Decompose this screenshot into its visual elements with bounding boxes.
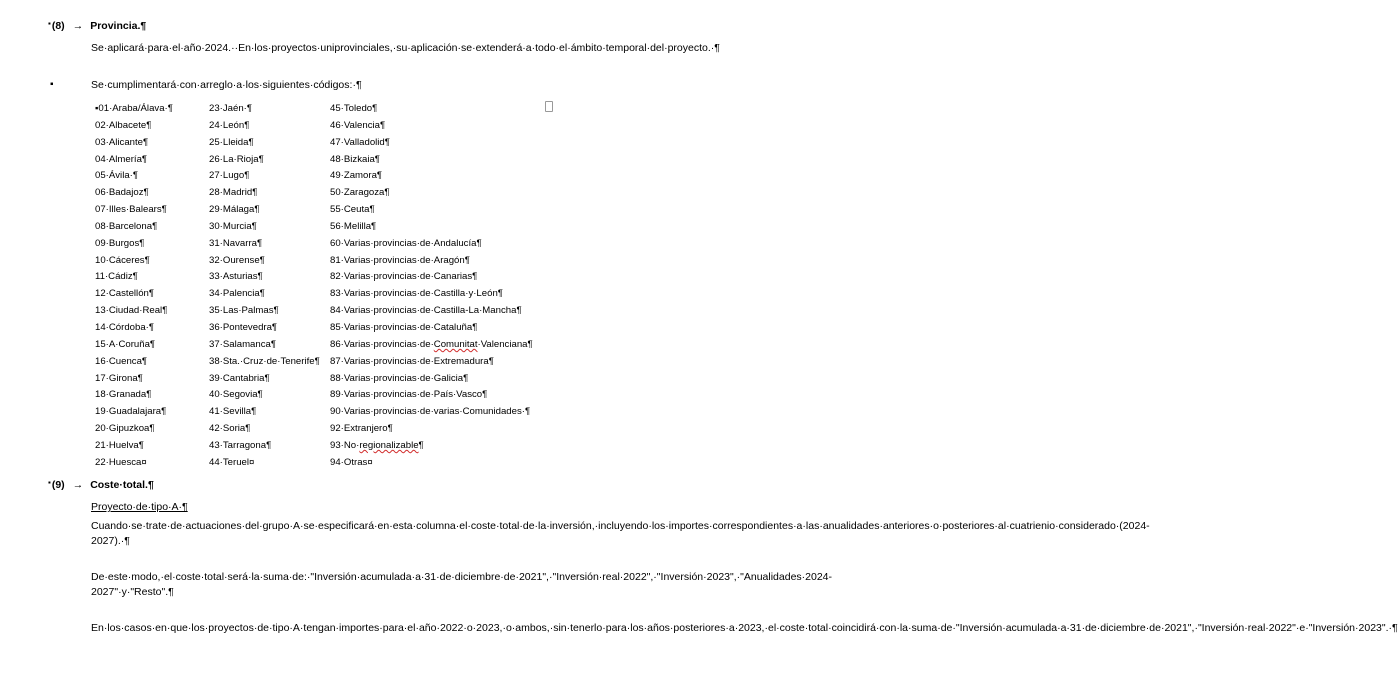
code-cell[interactable] [330,286,540,303]
tab-arrow-icon: → [72,479,84,491]
code-cell[interactable] [95,404,209,421]
code-cell[interactable] [330,320,540,337]
code-label: 06·Badajoz¶ [95,187,149,199]
code-row [95,152,540,169]
code-label: 20·Gipuzkoa¶ [95,423,155,435]
section-title: Coste·total.¶ [90,479,154,491]
code-cell[interactable] [95,303,209,320]
code-label: 18·Granada¶ [95,389,152,401]
code-label: 43·Tarragona¶ [209,439,272,451]
code-label: 40·Segovia¶ [209,389,263,401]
code-cell[interactable] [209,438,330,455]
code-label: 27·Lugo¶ [209,170,250,182]
subtitle-tipo-a[interactable]: Proyecto·de·tipo·A·¶ [91,501,188,513]
code-cell[interactable] [209,219,330,236]
code-cell[interactable] [330,337,540,354]
code-cell[interactable] [209,202,330,219]
code-cell[interactable] [330,387,540,404]
code-label: 14·Córdoba·¶ [95,321,155,333]
code-label: 30·Murcia¶ [209,220,257,232]
code-label: ▪01·Araba/Álava·¶ [95,103,173,114]
code-label: 47·Valladolid¶ [330,136,390,148]
code-row [95,135,540,152]
code-label: 38·Sta.·Cruz·de·Tenerife¶ [209,355,320,367]
code-cell[interactable] [95,118,209,135]
code-label: 32·Ourense¶ [209,254,265,266]
code-row [95,371,540,388]
code-cell[interactable] [95,320,209,337]
code-label: 21·Huelva¶ [95,439,144,451]
section-9-heading [48,479,154,491]
code-row [95,185,540,202]
code-label: 34·Palencia¶ [209,288,265,300]
code-row [95,219,540,236]
code-row [95,236,540,253]
code-cell[interactable] [330,101,540,118]
code-label: 84·Varias·provincias·de·Castilla-La·Mancha¶ [330,305,522,317]
code-label: 93·No·regionalizable¶ [330,439,424,451]
code-label: 17·Girona¶ [95,372,143,384]
code-cell[interactable] [95,421,209,438]
code-cell[interactable] [330,185,540,202]
code-cell[interactable] [209,168,330,185]
code-cell[interactable] [95,286,209,303]
code-cell[interactable] [330,421,540,438]
code-cell[interactable] [330,253,540,270]
code-label: 46·Valencia¶ [330,119,386,131]
list-bullet-mark: ▪ [48,19,51,28]
code-cell[interactable] [95,168,209,185]
province-codes-table [95,101,540,472]
code-row [95,303,540,320]
codes-intro[interactable]: Se·cumplimentará·con·arreglo·a·los·siguientes·códigos:·¶ [91,79,362,91]
code-cell[interactable] [330,371,540,388]
code-label: 19·Guadalajara¶ [95,406,167,418]
code-label: 25·Lleida¶ [209,136,254,148]
code-label: 49·Zamora¶ [330,170,383,182]
code-label: 04·Almería¶ [95,153,148,165]
code-cell[interactable] [95,202,209,219]
code-label: 08·Barcelona¶ [95,220,158,232]
margin-marker-icon [545,101,553,112]
code-cell[interactable] [95,152,209,169]
code-cell[interactable] [95,354,209,371]
code-label: 92·Extranjero¶ [330,423,393,435]
code-row [95,404,540,421]
code-label: 28·Madrid¶ [209,187,258,199]
code-label: 02·Albacete¶ [95,119,152,131]
section-8-paragraph[interactable]: Se·aplicará·para·el·año·2024.··En·los·proyectos·uniprovinciales,·su·aplicación·se·extenderá·a·todo·el·ámbito·temporal·del·proyecto.·¶ [91,42,720,54]
code-row [95,253,540,270]
code-label: 45·Toledo¶ [330,103,378,114]
code-row [95,387,540,404]
paragraph-coste-2[interactable]: De·este·modo,·el·coste·total·será·la·suma·de:·"Inversión·acumulada·a·31·de·diciembre·de·2021",·"Inversión·real·2022",·"Inversión·2023",·"Anualidades·2024-2027"·y·"Resto".¶ [91,571,833,598]
code-label: 16·Cuenca¶ [95,355,148,367]
code-row [95,455,540,472]
code-label: 48·Bizkaia¶ [330,153,380,165]
code-cell[interactable] [209,320,330,337]
code-row [95,118,540,135]
code-label: 11·Cádiz¶ [95,271,138,283]
paragraph-coste-3[interactable]: En·los·casos·en·que·los·proyectos·de·tipo·A·tengan·importes·para·el·año·2022·o·2023,·o·ambos,·sin·tenerlo·para·los·años·posteriores·a·2023,·el·coste·total·coincidirá·con·la·suma·de·"Inversión·acumulada·a·31·de·diciembre·de·2021",·"Inversión·real·2022"·e·"Inversión·2023".·¶ [91,622,1398,634]
code-cell[interactable] [95,135,209,152]
spellcheck-mark: regionalizable [359,439,419,451]
code-cell[interactable] [95,236,209,253]
code-label: 44·Teruel¤ [209,456,255,468]
code-label: 29·Málaga¶ [209,204,260,216]
code-row [95,202,540,219]
section-8-heading [48,20,146,32]
code-cell[interactable] [209,354,330,371]
code-cell[interactable] [95,269,209,286]
code-cell[interactable] [330,438,540,455]
codes-bullet: ▪ [50,79,54,90]
code-label: 35·Las·Palmas¶ [209,305,279,317]
code-label: 83·Varias·provincias·de·Castilla·y·León¶ [330,288,503,300]
code-cell[interactable] [209,404,330,421]
code-cell[interactable] [330,354,540,371]
code-cell[interactable] [209,286,330,303]
code-row [95,269,540,286]
code-label: 88·Varias·provincias·de·Galicia¶ [330,372,469,384]
code-cell[interactable] [95,101,209,118]
code-row [95,101,540,118]
code-cell[interactable] [209,152,330,169]
code-cell[interactable] [95,337,209,354]
code-cell[interactable] [209,387,330,404]
code-row [95,168,540,185]
code-cell[interactable] [209,371,330,388]
code-cell[interactable] [95,185,209,202]
code-cell[interactable] [95,387,209,404]
code-label: 87·Varias·provincias·de·Extremadura¶ [330,355,494,367]
code-cell[interactable] [209,236,330,253]
code-label: 33·Asturias¶ [209,271,263,283]
code-cell[interactable] [209,337,330,354]
code-label: 37·Salamanca¶ [209,338,277,350]
code-label: 81·Varias·provincias·de·Aragón¶ [330,254,470,266]
code-label: 42·Soria¶ [209,423,251,435]
tab-arrow-icon: → [72,20,84,32]
list-bullet-mark: ▪ [48,478,51,487]
code-label: 26·La·Rioja¶ [209,153,264,165]
code-cell[interactable] [95,371,209,388]
code-label: 90·Varias·provincias·de·varias·Comunidades·¶ [330,406,531,418]
code-label: 86·Varias·provincias·de·Comunitat·Valenciana¶ [330,338,533,350]
code-label: 36·Pontevedra¶ [209,321,278,333]
code-label: 03·Alicante¶ [95,136,149,148]
code-cell[interactable] [330,269,540,286]
code-row [95,320,540,337]
code-cell[interactable] [330,135,540,152]
code-cell[interactable] [209,135,330,152]
code-label: 15·A·Coruña¶ [95,338,156,350]
code-cell[interactable] [209,118,330,135]
paragraph-coste-1[interactable]: Cuando·se·trate·de·actuaciones·del·grupo·A·se·especificará·en·esta·columna·el·coste·total·de·la·inversión,·incluyendo·los·importes·correspondientes·a·las·anualidades·anteriores·o·posteriores·al·cuatrienio·considerado·(2024-2027).·¶ [91,520,1150,547]
code-cell[interactable] [209,253,330,270]
code-cell[interactable] [95,455,209,472]
code-label: 39·Cantabria¶ [209,372,270,384]
code-label: 10·Cáceres¶ [95,254,150,266]
code-row [95,354,540,371]
code-cell[interactable] [95,219,209,236]
code-cell[interactable] [330,303,540,320]
section-number: (9) [51,479,65,491]
code-cell[interactable] [95,253,209,270]
code-label: 85·Varias·provincias·de·Cataluña¶ [330,321,478,333]
code-label: 55·Ceuta¶ [330,204,375,216]
code-cell[interactable] [330,168,540,185]
code-label: 41·Sevilla¶ [209,406,257,418]
code-label: 50·Zaragoza¶ [330,187,390,199]
code-label: 31·Navarra¶ [209,237,263,249]
code-cell[interactable] [330,118,540,135]
spellcheck-mark: Comunitat [433,338,478,350]
code-label: 23·Jaén·¶ [209,103,253,114]
code-cell[interactable] [330,152,540,169]
code-label: 05·Ávila·¶ [95,170,139,182]
code-row [95,286,540,303]
code-cell[interactable] [95,438,209,455]
code-cell[interactable] [330,219,540,236]
code-cell[interactable] [330,202,540,219]
code-label: 60·Varias·provincias·de·Andalucía¶ [330,237,482,249]
code-label: 56·Melilla¶ [330,220,377,232]
code-label: 09·Burgos¶ [95,237,145,249]
code-cell[interactable] [209,101,330,118]
code-label: 13·Ciudad·Real¶ [95,305,168,317]
code-cell[interactable] [330,236,540,253]
code-row [95,337,540,354]
code-cell[interactable] [209,421,330,438]
code-cell[interactable] [209,269,330,286]
code-row [95,421,540,438]
code-cell[interactable] [330,404,540,421]
code-cell[interactable] [330,455,540,472]
section-number: (8) [51,20,65,32]
code-cell[interactable] [209,185,330,202]
code-cell[interactable] [209,455,330,472]
code-cell[interactable] [209,303,330,320]
section-title: Provincia.¶ [90,20,147,32]
code-label: 07·Illes·Balears¶ [95,204,167,216]
code-label: 12·Castellón¶ [95,288,155,300]
code-label: 24·León¶ [209,119,250,131]
code-label: 94·Otras¤ [330,456,373,468]
code-label: 82·Varias·provincias·de·Canarias¶ [330,271,478,283]
code-row [95,438,540,455]
code-label: 89·Varias·provincias·de·País·Vasco¶ [330,389,488,401]
code-label: 22·Huesca¤ [95,456,147,468]
